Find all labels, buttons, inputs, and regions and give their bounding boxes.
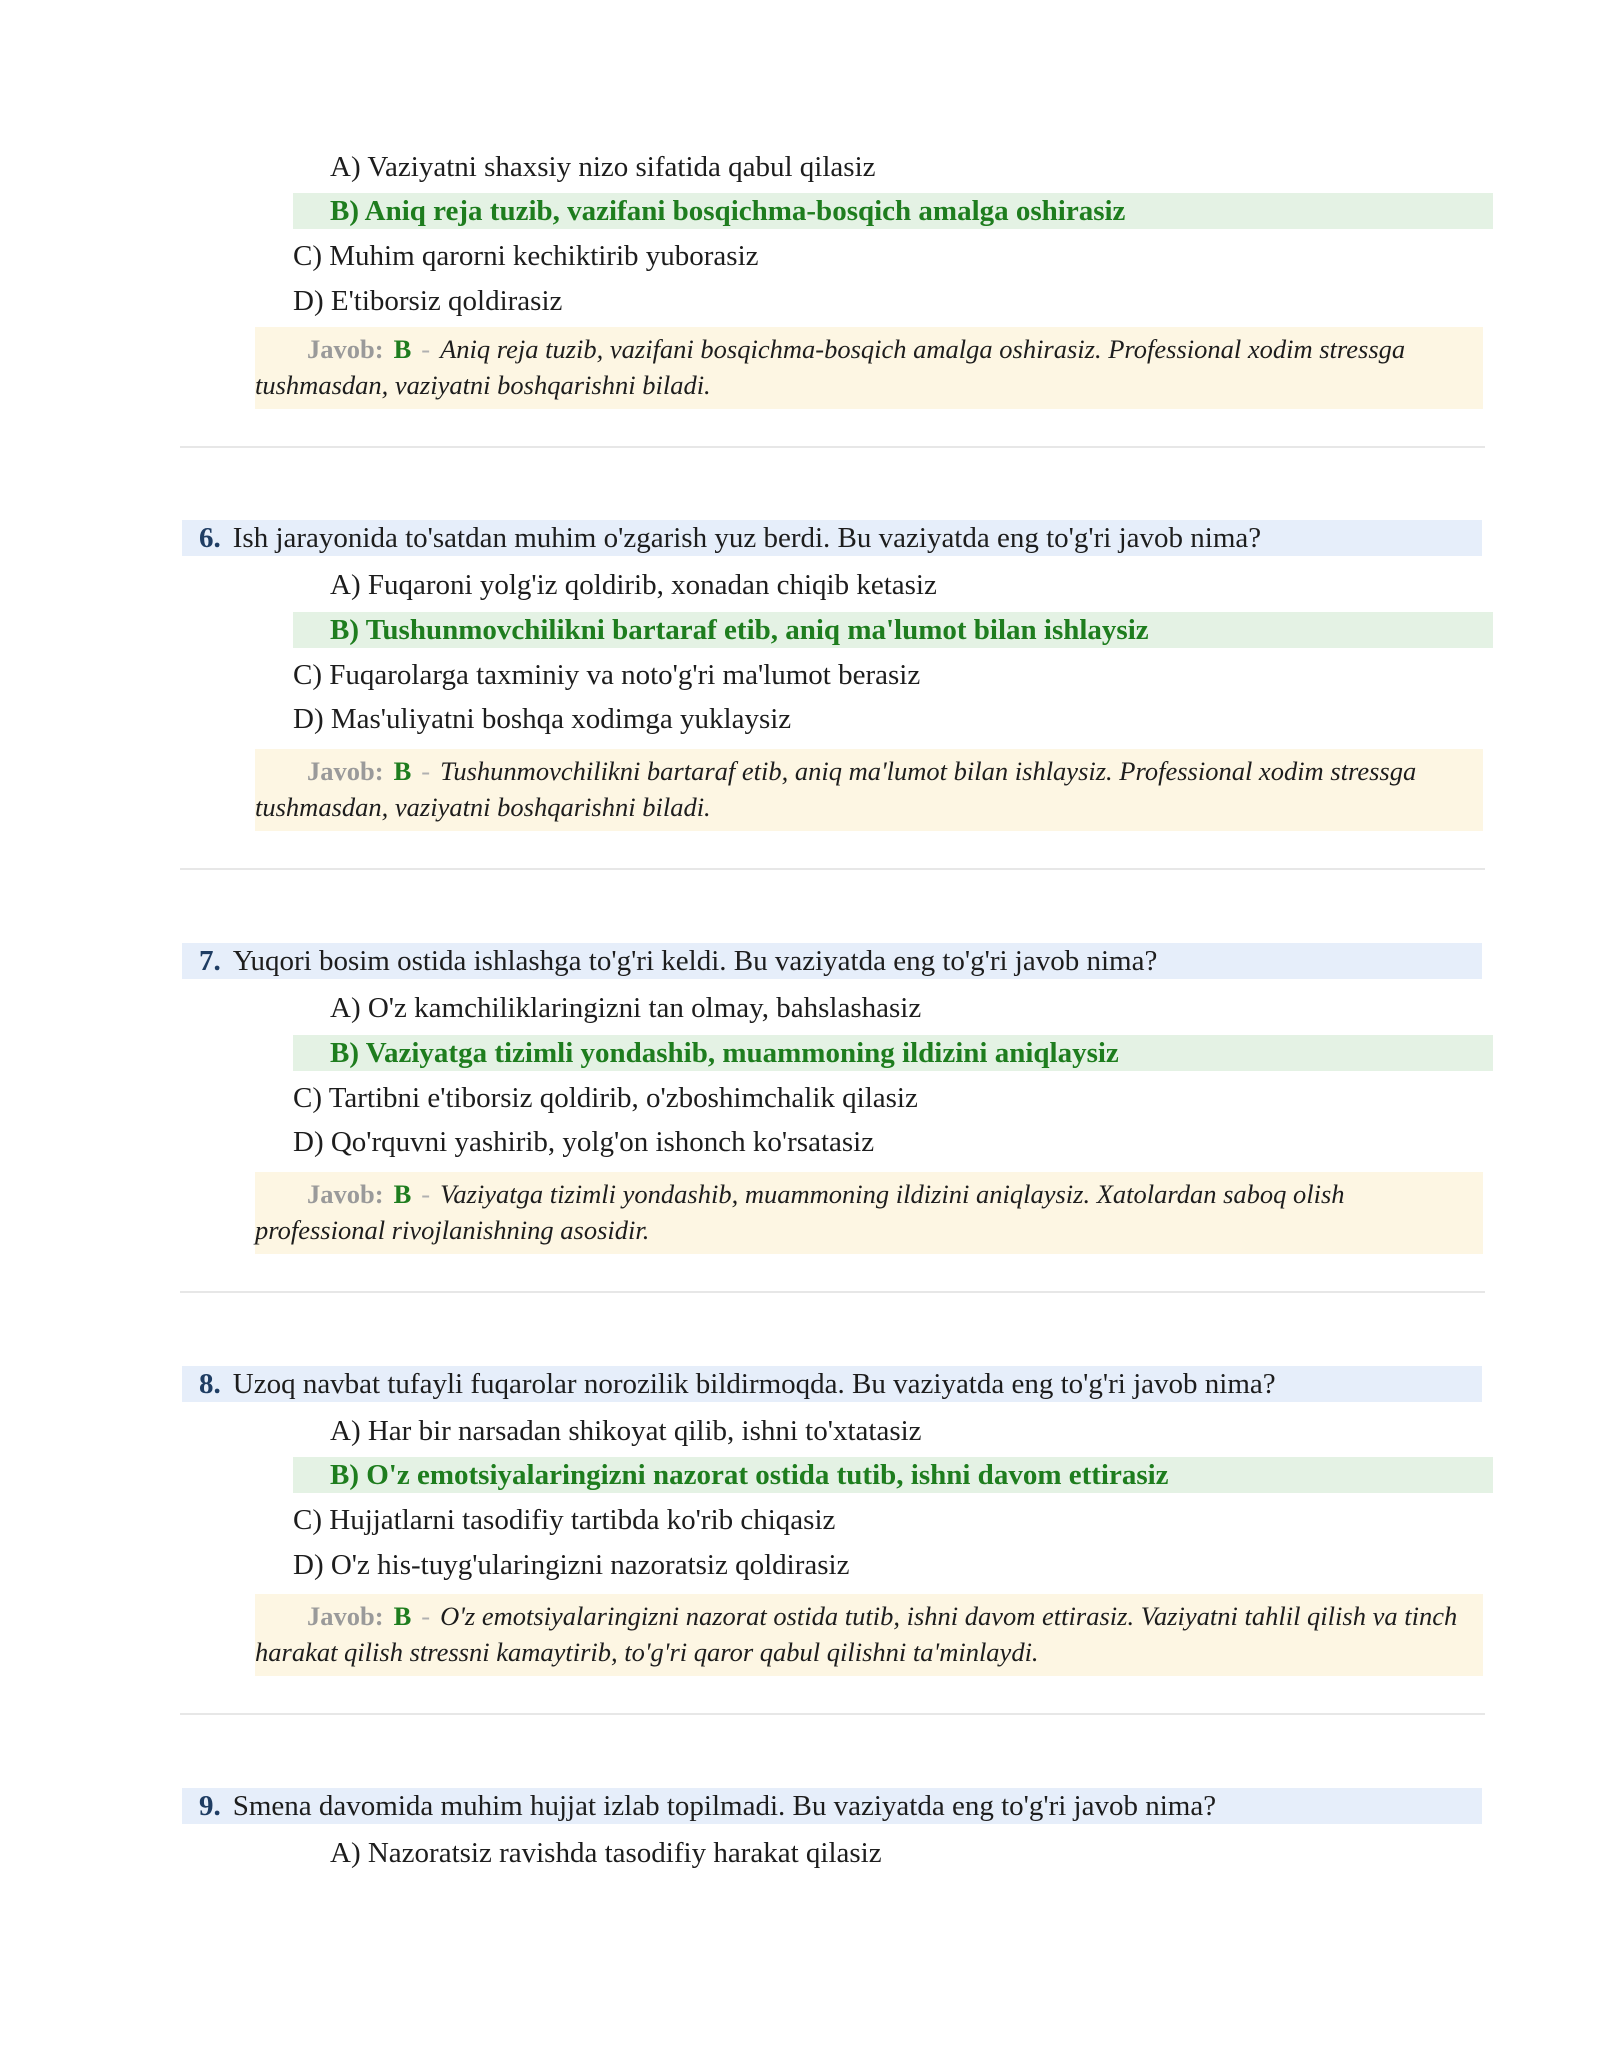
answer-letter: B [393, 1179, 412, 1209]
answer-box [255, 749, 1483, 831]
option-c: C) Hujjatlarni tasodifiy tartibda ko'rib chiqasiz [293, 1504, 836, 1536]
option-d: D) Mas'uliyatni boshqa xodimga yuklaysiz [293, 703, 792, 735]
option-a: A) Har bir narsadan shikoyat qilib, ishni to'xtatasiz [330, 1415, 922, 1447]
answer-box [255, 1594, 1483, 1676]
answer-dash: - [421, 756, 431, 786]
divider [180, 446, 1485, 448]
answer-letter: B [393, 756, 412, 786]
question-text: Yuqori bosim ostida ishlashga to'g'ri keldi. Bu vaziyatda eng to'g'ri javob nima? [232, 945, 1158, 977]
answer-letter: B [393, 334, 412, 364]
answer-dash: - [421, 1601, 431, 1631]
option-a: A) Nazoratsiz ravishda tasodifiy harakat qilasiz [330, 1837, 882, 1869]
option-a: A) O'z kamchiliklaringizni tan olmay, bahslashasiz [330, 992, 922, 1024]
answer-text: Vaziyatga tizimli yondashib, muammoning ildizini aniqlaysiz. Xatolardan saboq olish professional rivojlanishning asosidir. [255, 1179, 1345, 1245]
question-6 [182, 520, 1482, 556]
option-c: C) Muhim qarorni kechiktirib yuborasiz [293, 240, 759, 272]
answer-label: Javob: [307, 1601, 384, 1631]
question-number: 9. [199, 1790, 221, 1822]
answer-text: Aniq reja tuzib, vazifani bosqichma-bosqich amalga oshirasiz. Professional xodim stressga tushmasdan, vaziyatni boshqarishni biladi. [255, 334, 1406, 400]
option-d: D) Qo'rquvni yashirib, yolg'on ishonch ko'rsatasiz [293, 1126, 875, 1158]
option-a: A) Vaziyatni shaxsiy nizo sifatida qabul qilasiz [330, 151, 876, 183]
question-text: Uzoq navbat tufayli fuqarolar norozilik bildirmoqda. Bu vaziyatda eng to'g'ri javob nima? [232, 1368, 1276, 1400]
question-text: Ish jarayonida to'satdan muhim o'zgarish yuz berdi. Bu vaziyatda eng to'g'ri javob nima? [232, 522, 1262, 554]
option-a: A) Fuqaroni yolg'iz qoldirib, xonadan chiqib ketasiz [330, 569, 937, 601]
question-text: Smena davomida muhim hujjat izlab topilmadi. Bu vaziyatda eng to'g'ri javob nima? [232, 1790, 1217, 1822]
option-b-correct: B) Vaziyatga tizimli yondashib, muammoning ildizini aniqlaysiz [293, 1035, 1493, 1071]
option-b-correct: B) Aniq reja tuzib, vazifani bosqichma-bosqich amalga oshirasiz [293, 193, 1493, 229]
option-d: D) E'tiborsiz qoldirasiz [293, 285, 563, 317]
option-b-correct: B) O'z emotsiyalaringizni nazorat ostida tutib, ishni davom ettirasiz [293, 1457, 1493, 1493]
question-9 [182, 1788, 1482, 1824]
option-c: C) Tartibni e'tiborsiz qoldirib, o'zboshimchalik qilasiz [293, 1082, 918, 1114]
answer-box [255, 327, 1483, 409]
answer-text: O'z emotsiyalaringizni nazorat ostida tutib, ishni davom ettirasiz. Vaziyatni tahlil qilish va tinch harakat qilish stressni kamaytirib, to'g'ri qaror qabul qilishni ta'minlaydi. [255, 1601, 1458, 1667]
answer-dash: - [421, 334, 431, 364]
question-number: 7. [199, 945, 221, 977]
answer-letter: B [393, 1601, 412, 1631]
option-c: C) Fuqarolarga taxminiy va noto'g'ri ma'lumot berasiz [293, 659, 921, 691]
option-b-correct: B) Tushunmovchilikni bartaraf etib, aniq ma'lumot bilan ishlaysiz [293, 612, 1493, 648]
answer-text: Tushunmovchilikni bartaraf etib, aniq ma'lumot bilan ishlaysiz. Professional xodim stressga tushmasdan, vaziyatni boshqarishni biladi. [255, 756, 1417, 822]
answer-box [255, 1172, 1483, 1254]
question-7 [182, 943, 1482, 979]
divider [180, 868, 1485, 870]
question-number: 8. [199, 1368, 221, 1400]
option-d: D) O'z his-tuyg'ularingizni nazoratsiz qoldirasiz [293, 1549, 850, 1581]
divider [180, 1291, 1485, 1293]
question-8 [182, 1366, 1482, 1402]
question-number: 6. [199, 522, 221, 554]
answer-label: Javob: [307, 756, 384, 786]
answer-dash: - [421, 1179, 431, 1209]
answer-label: Javob: [307, 334, 384, 364]
divider [180, 1713, 1485, 1715]
answer-label: Javob: [307, 1179, 384, 1209]
